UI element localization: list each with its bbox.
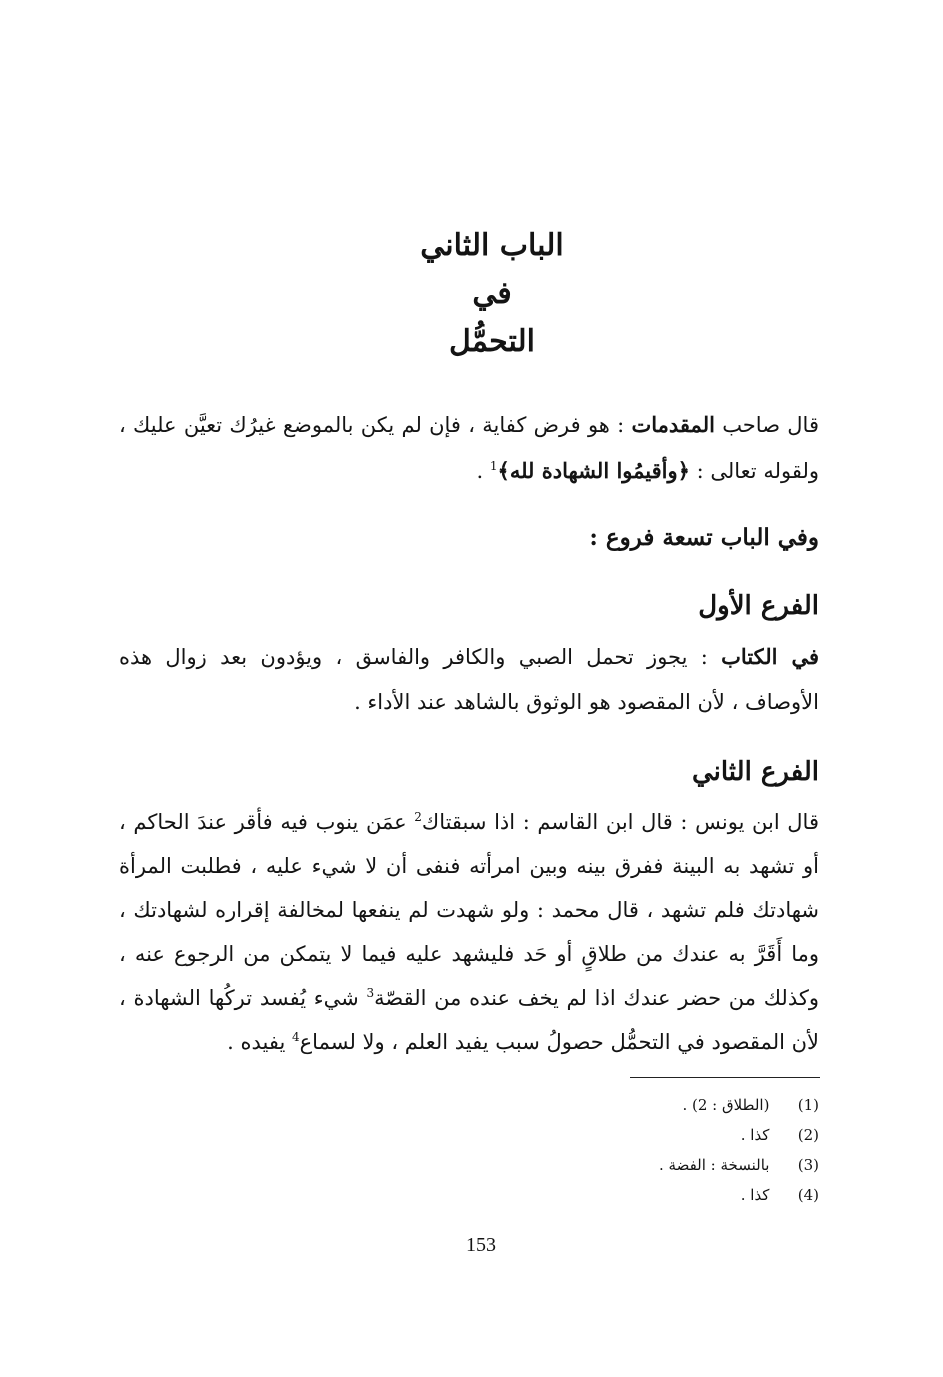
branch-1-heading: الفرع الأول	[698, 591, 819, 621]
footnote-number: (4)	[797, 1186, 819, 1204]
chapter-title-block	[0, 222, 943, 366]
footnote-item	[519, 1090, 819, 1120]
intro-source: المقدمات	[631, 412, 715, 437]
sections-count-line: وفي الباب تسعة فروع :	[589, 524, 819, 551]
chapter-subject: التحمُّل	[449, 324, 535, 359]
branch-2-part-1: قال ابن يونس : قال ابن القاسم : اذا سبقتاك	[421, 810, 819, 834]
intro-paragraph	[119, 402, 819, 494]
footnote-number: (1)	[797, 1096, 819, 1114]
footnote-ref-3: 3	[366, 986, 375, 1000]
footnote-ref-1: 1	[489, 459, 498, 473]
branch-2-part-4: يفيده .	[227, 1030, 293, 1054]
footnotes	[519, 1090, 819, 1210]
footnote-number: (2)	[797, 1126, 819, 1144]
page-number: 153	[466, 1234, 496, 1256]
footnote-item	[519, 1150, 819, 1180]
branch-2-heading: الفرع الثاني	[691, 757, 819, 787]
quran-quote: ﴿وأقيمُوا الشهادة لله﴾	[497, 458, 690, 483]
intro-text: : هو فرض كفاية ، فإن لم يكن بالموضع غيرُك تعيَّن عليك ، ولقوله تعالى :	[119, 413, 819, 483]
footnote-text: كذا .	[740, 1126, 770, 1144]
chapter-connector: في	[472, 276, 512, 311]
intro-end: .	[476, 459, 490, 483]
branch-1-paragraph	[119, 634, 819, 725]
intro-lead: قال صاحب	[714, 413, 819, 437]
branch-2-paragraph	[119, 800, 819, 1064]
footnote-text: كذا .	[740, 1186, 770, 1204]
footnote-number: (3)	[797, 1156, 819, 1174]
footnote-text: بالنسخة : الفضة .	[659, 1156, 770, 1174]
branch-2-part-3: شيء يُفسد تركُها الشهادة ، لأن المقصود في التحمُّل حصولُ سبب يفيد العلم ، ولا لسماع	[119, 986, 819, 1054]
footnote-ref-2: 2	[414, 810, 422, 824]
branch-2-part-2: عمَن ينوب فيه فأقر عندَ الحاكم ، أو تشهد به البينة ففرق بينه وبين امرأته فنفى أن لا شيء عليه ، فطلبت المرأة شهادتك فلم تشهد ، قال محمد : ولو شهدت لم ينفعها لمخالفة إقراره لشهادتك ، وما أَقَرَّ به عندك من طلاقٍ أو حَد فليشهد عليه فيما لا يتمكن من الرجوع عنه ، وكذلك من حضر عندك اذا لم يخف عنده من القصّة	[119, 810, 819, 1010]
branch-1-text: : يجوز تحمل الصبي والكافر والفاسق ، ويؤدون بعد زوال هذه الأوصاف ، لأن المقصود هو الوثوق بالشاهد عند الأداء .	[119, 645, 819, 714]
footnote-text: (الطلاق : 2) .	[682, 1096, 770, 1114]
chapter-title: الباب الثاني	[420, 228, 564, 263]
branch-1-source: في الكتاب	[721, 644, 819, 669]
footnote-item	[519, 1120, 819, 1150]
footnote-divider	[630, 1077, 820, 1078]
footnote-item	[519, 1180, 819, 1210]
footnote-ref-4: 4	[292, 1030, 300, 1044]
